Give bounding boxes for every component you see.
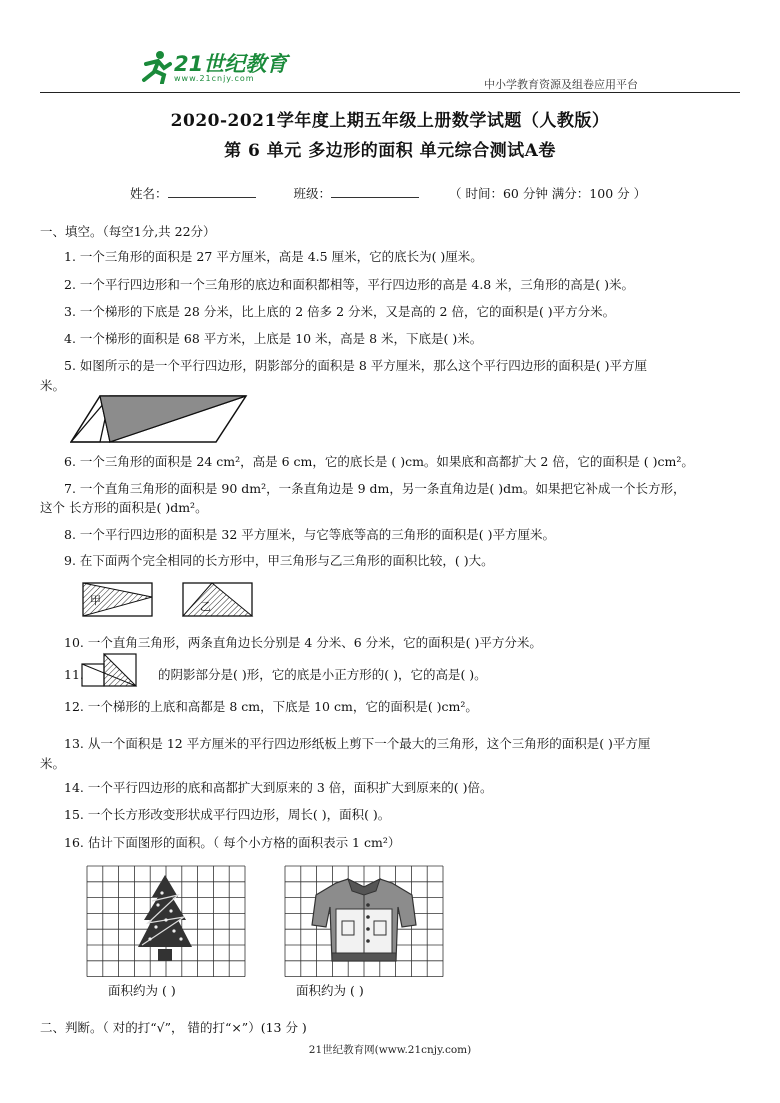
logo-site: www.21cnjy.com <box>174 74 255 83</box>
jacket-grid-figure <box>284 865 444 979</box>
question-13: 13. 从一个面积是 12 平方厘米的平行四边形纸板上剪下一个最大的三角形，这个三角形的面积是( )平方厘 <box>64 736 651 751</box>
question-7: 7. 一个直角三角形的面积是 90 dm²，一条直角边是 9 dm，另一条直角边是( )dm。如果把它补成一个长方形， <box>64 481 686 496</box>
logo-brand: 21世纪教育 <box>174 52 288 76</box>
question-8: 8. 一个平行四边形的面积是 32 平方厘米，与它等底等高的三角形的面积是( )平方厘米。 <box>64 527 555 542</box>
question-15: 15. 一个长方形改变形状成平行四边形，周长( )，面积( )。 <box>64 807 391 822</box>
tree-grid-figure <box>86 865 246 979</box>
question-16-answer-b: 面积约为 ( ) <box>296 983 364 998</box>
question-5: 5. 如图所示的是一个平行四边形，阴影部分的面积是 8 平方厘米，那么这个平行四边形的面积是( )平方厘 <box>64 358 648 373</box>
parallelogram-figure <box>70 394 248 444</box>
question-2: 2. 一个平行四边形和一个三角形的底边和面积都相等，平行四边形的高是 4.8 米，三角形的高是( )米。 <box>64 277 634 292</box>
time-score: （ 时间：60 分钟 满分：100 分 ） <box>448 186 647 201</box>
question-6: 6. 一个三角形的面积是 24 cm²，高是 6 cm，它的底长是 ( )cm。如果底和高都扩大 2 倍，它的面积是 ( )cm²。 <box>64 454 694 469</box>
rectangle-yi-figure <box>182 582 254 618</box>
question-12: 12. 一个梯形的上底和高都是 8 cm，下底是 10 cm，它的面积是( )cm²。 <box>64 699 478 714</box>
label-jia: 甲 <box>90 594 101 607</box>
rectangle-jia-figure <box>82 582 154 618</box>
question-7-cont: 这个 长方形的面积是( )dm²。 <box>40 500 208 515</box>
question-3: 3. 一个梯形的下底是 28 分米，比上底的 2 倍多 2 分米，又是高的 2 倍，它的面积是( )平方分米。 <box>64 304 616 319</box>
logo <box>140 48 290 88</box>
question-5-cont: 米。 <box>40 378 66 393</box>
name-label: 姓名： <box>130 186 168 201</box>
class-label: 班级： <box>293 186 331 201</box>
question-9: 9. 在下面两个完全相同的长方形中，甲三角形与乙三角形的面积比较，( )大。 <box>64 553 494 568</box>
section-1-heading: 一、填空。（每空1分,共 22分） <box>40 224 216 239</box>
question-1: 1. 一个三角形的面积是 27 平方厘米，高是 4.5 厘米，它的底长为( )厘米。 <box>64 249 483 264</box>
squares-figure <box>80 652 150 688</box>
jacket-shape <box>312 879 416 961</box>
label-yi: 乙 <box>200 600 211 613</box>
tree-shape <box>138 875 192 961</box>
page-title: 2020-2021学年度上期五年级上册数学试题（人教版） <box>170 111 610 131</box>
question-4: 4. 一个梯形的面积是 68 平方米，上底是 10 米，高是 8 米，下底是( )米。 <box>64 331 483 346</box>
question-13-cont: 米。 <box>40 756 66 771</box>
question-10: 10. 一个直角三角形，两条直角边长分别是 4 分米、6 分米，它的面积是( )平方分米。 <box>64 635 542 650</box>
question-16: 16. 估计下面图形的面积。（ 每个小方格的面积表示 1 cm²） <box>64 835 401 850</box>
platform-name: 中小学教育资源及组卷应用平台 <box>484 78 638 91</box>
question-11-number: 11. <box>64 667 84 682</box>
page-footer: 21世纪教育网(www.21cnjy.com) <box>308 1044 472 1056</box>
student-info <box>130 184 646 202</box>
question-16-answer-a: 面积约为 ( ) <box>108 983 176 998</box>
question-14: 14. 一个平行四边形的底和高都扩大到原来的 3 倍，面积扩大到原来的( )倍。 <box>64 780 493 795</box>
header-divider <box>40 92 740 93</box>
section-2-heading: 二、判断。（ 对的打“√”， 错的打“×”）(13 分 ) <box>40 1020 307 1035</box>
class-blank[interactable] <box>331 184 419 198</box>
runner-logo-icon <box>140 50 172 84</box>
question-11: 的阴影部分是( )形，它的底是小正方形的( )，它的高是( )。 <box>158 667 487 682</box>
page-subtitle: 第 6 单元 多边形的面积 单元综合测试A卷 <box>224 141 556 161</box>
name-blank[interactable] <box>168 184 256 198</box>
